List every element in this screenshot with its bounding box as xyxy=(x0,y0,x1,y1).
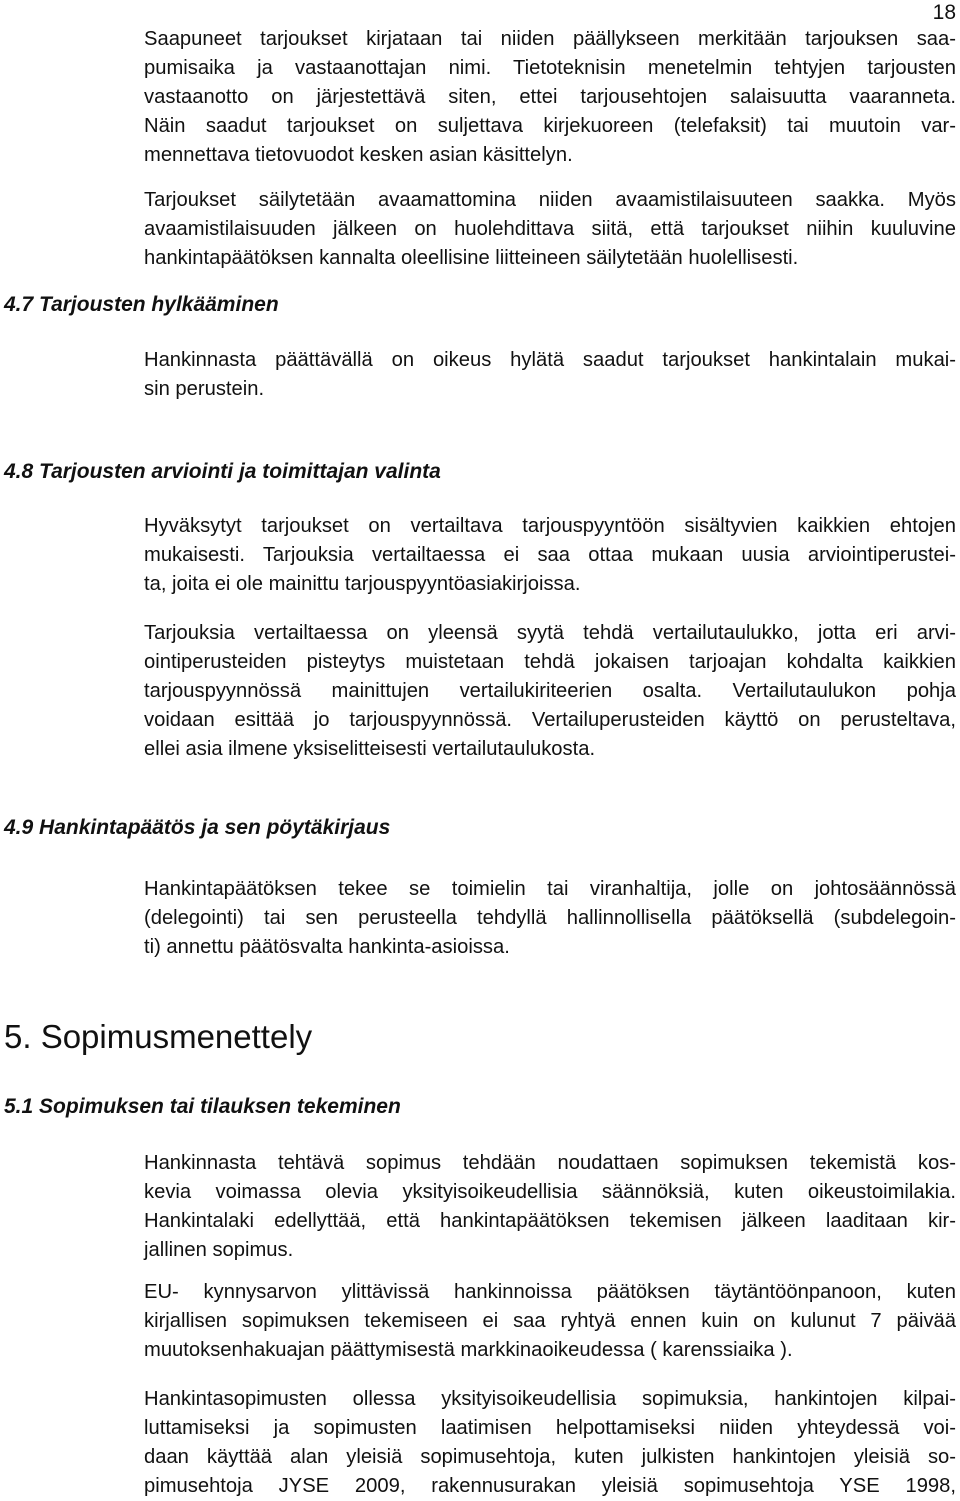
text-line: kirjallisen sopimuksen tekemiseen ei saa ryhtyä ennen kuin on kulunut 7 päivää xyxy=(144,1309,956,1332)
text-line: ta, joita ei ole mainittu tarjouspyyntöasiakirjoissa. xyxy=(144,572,581,595)
text-line: Hankinnasta tehtävä sopimus tehdään noudattaen sopimuksen tekemistä kos- xyxy=(144,1152,956,1174)
text-line: Näin saadut tarjoukset on suljettava kirjekuoreen (telefaksit) tai muutoin var- xyxy=(144,114,956,137)
text-line: Saapuneet tarjoukset kirjataan tai niiden päällykseen merkitään tarjouksen saa- xyxy=(144,28,956,50)
text-line: (delegointi) tai sen perusteella tehdyllä hallinnollisella päätöksellä (subdelegoin- xyxy=(144,906,956,929)
paragraph-evaluation xyxy=(144,512,956,599)
paragraph-tender-storage xyxy=(144,186,956,273)
page-number: 18 xyxy=(932,1,956,24)
text-line: Hankintapäätöksen tekee se toimielin tai viranhaltija, jolle on johtosäännössä xyxy=(144,878,956,900)
text-line: pimusehtoja JYSE 2009, rakennusurakan yleisiä sopimusehtoja YSE 1998, xyxy=(144,1474,956,1497)
text-line: luttamiseksi ja sopimusten laatimisen helpottamiseksi niiden yhteydessä voi- xyxy=(144,1416,956,1439)
chapter-heading-5: 5. Sopimusmenettely xyxy=(4,1018,313,1055)
section-heading-4-7: 4.7 Tarjousten hylkääminen xyxy=(4,293,279,316)
text-line: voidaan esittää jo tarjouspyynnössä. Vertailuperusteiden käyttö on perusteltava, xyxy=(144,708,956,731)
text-line: daan käyttää alan yleisiä sopimusehtoja, kuten julkisten hankintojen yleisiä so- xyxy=(144,1445,956,1468)
text-line: hankintapäätöksen kannalta oleellisine liitteineen säilytetään huolellisesti. xyxy=(144,246,799,269)
text-line: EU- kynnysarvon ylittävissä hankinnoissa päätöksen täytäntöönpanoon, kuten xyxy=(144,1281,956,1303)
text-line: jallinen sopimus. xyxy=(144,1238,294,1261)
paragraph-procurement-decision xyxy=(144,875,956,962)
text-line: mennettava tietovuodot kesken asian käsittelyn. xyxy=(144,143,573,166)
text-line: tarjouspyynnössä mainittujen vertailukiriteerien osalta. Vertailutaulukon pohja xyxy=(144,679,956,702)
paragraph-standstill-period xyxy=(144,1278,956,1365)
section-heading-5-1: 5.1 Sopimuksen tai tilauksen tekeminen xyxy=(4,1095,401,1118)
text-line: Hankinnasta päättävällä on oikeus hylätä saadut tarjoukset hankintalain mukai- xyxy=(144,349,956,371)
text-line: vastaanotto on järjestettävä siten, ettei tarjousehtojen salaisuutta vaaranneta. xyxy=(144,85,956,108)
section-heading-4-9: 4.9 Hankintapäätös ja sen pöytäkirjaus xyxy=(4,816,391,839)
text-line: Tarjouksia vertailtaessa on yleensä syytä tehdä vertailutaulukko, jotta eri arvi- xyxy=(144,622,956,644)
text-line: kevia voimassa olevia yksityisoikeudellisia säännöksiä, kuten oikeustoimilakia. xyxy=(144,1180,956,1203)
text-line: mukaisesti. Tarjouksia vertailtaessa ei saa ottaa mukaan uusia arviointiperustei- xyxy=(144,543,956,566)
paragraph-rejection xyxy=(144,346,956,404)
text-line: avaamistilaisuuden jälkeen on huolehdittava siitä, että tarjoukset niihin kuuluvine xyxy=(144,217,956,240)
text-line: Hankintalaki edellyttää, että hankintapäätöksen tekemisen jälkeen laaditaan kir- xyxy=(144,1209,956,1232)
paragraph-contract-law xyxy=(144,1149,956,1265)
text-line: pumisaika ja vastaanottajan nimi. Tietoteknisin menetelmin tehtyjen tarjousten xyxy=(144,56,956,79)
text-line: ti) annettu päätösvalta hankinta-asioissa. xyxy=(144,935,510,958)
text-line: Hankintasopimusten ollessa yksityisoikeudellisia sopimuksia, hankintojen kilpai- xyxy=(144,1388,956,1410)
paragraph-comparison-table xyxy=(144,619,956,764)
paragraph-general-terms xyxy=(144,1385,956,1501)
text-line: ointiperusteiden pisteytys muistetaan tehdä jokaisen tarjoajan kohdalta kaikkien xyxy=(144,650,956,673)
text-line: Hyväksytyt tarjoukset on vertailtava tarjouspyyntöön sisältyvien kaikkien ehtojen xyxy=(144,515,956,537)
text-line: sin perustein. xyxy=(144,377,265,400)
text-line: muutoksenhakuajan päättymisestä markkinaoikeudessa ( karenssiaika ). xyxy=(144,1338,793,1361)
paragraph-tender-registration xyxy=(144,25,956,170)
text-line: Tarjoukset säilytetään avaamattomina niiden avaamistilaisuuteen saakka. Myös xyxy=(144,189,956,211)
section-heading-4-8: 4.8 Tarjousten arviointi ja toimittajan valinta xyxy=(4,460,441,483)
text-line: ellei asia ilmene yksiselitteisesti vertailutaulukosta. xyxy=(144,737,596,760)
